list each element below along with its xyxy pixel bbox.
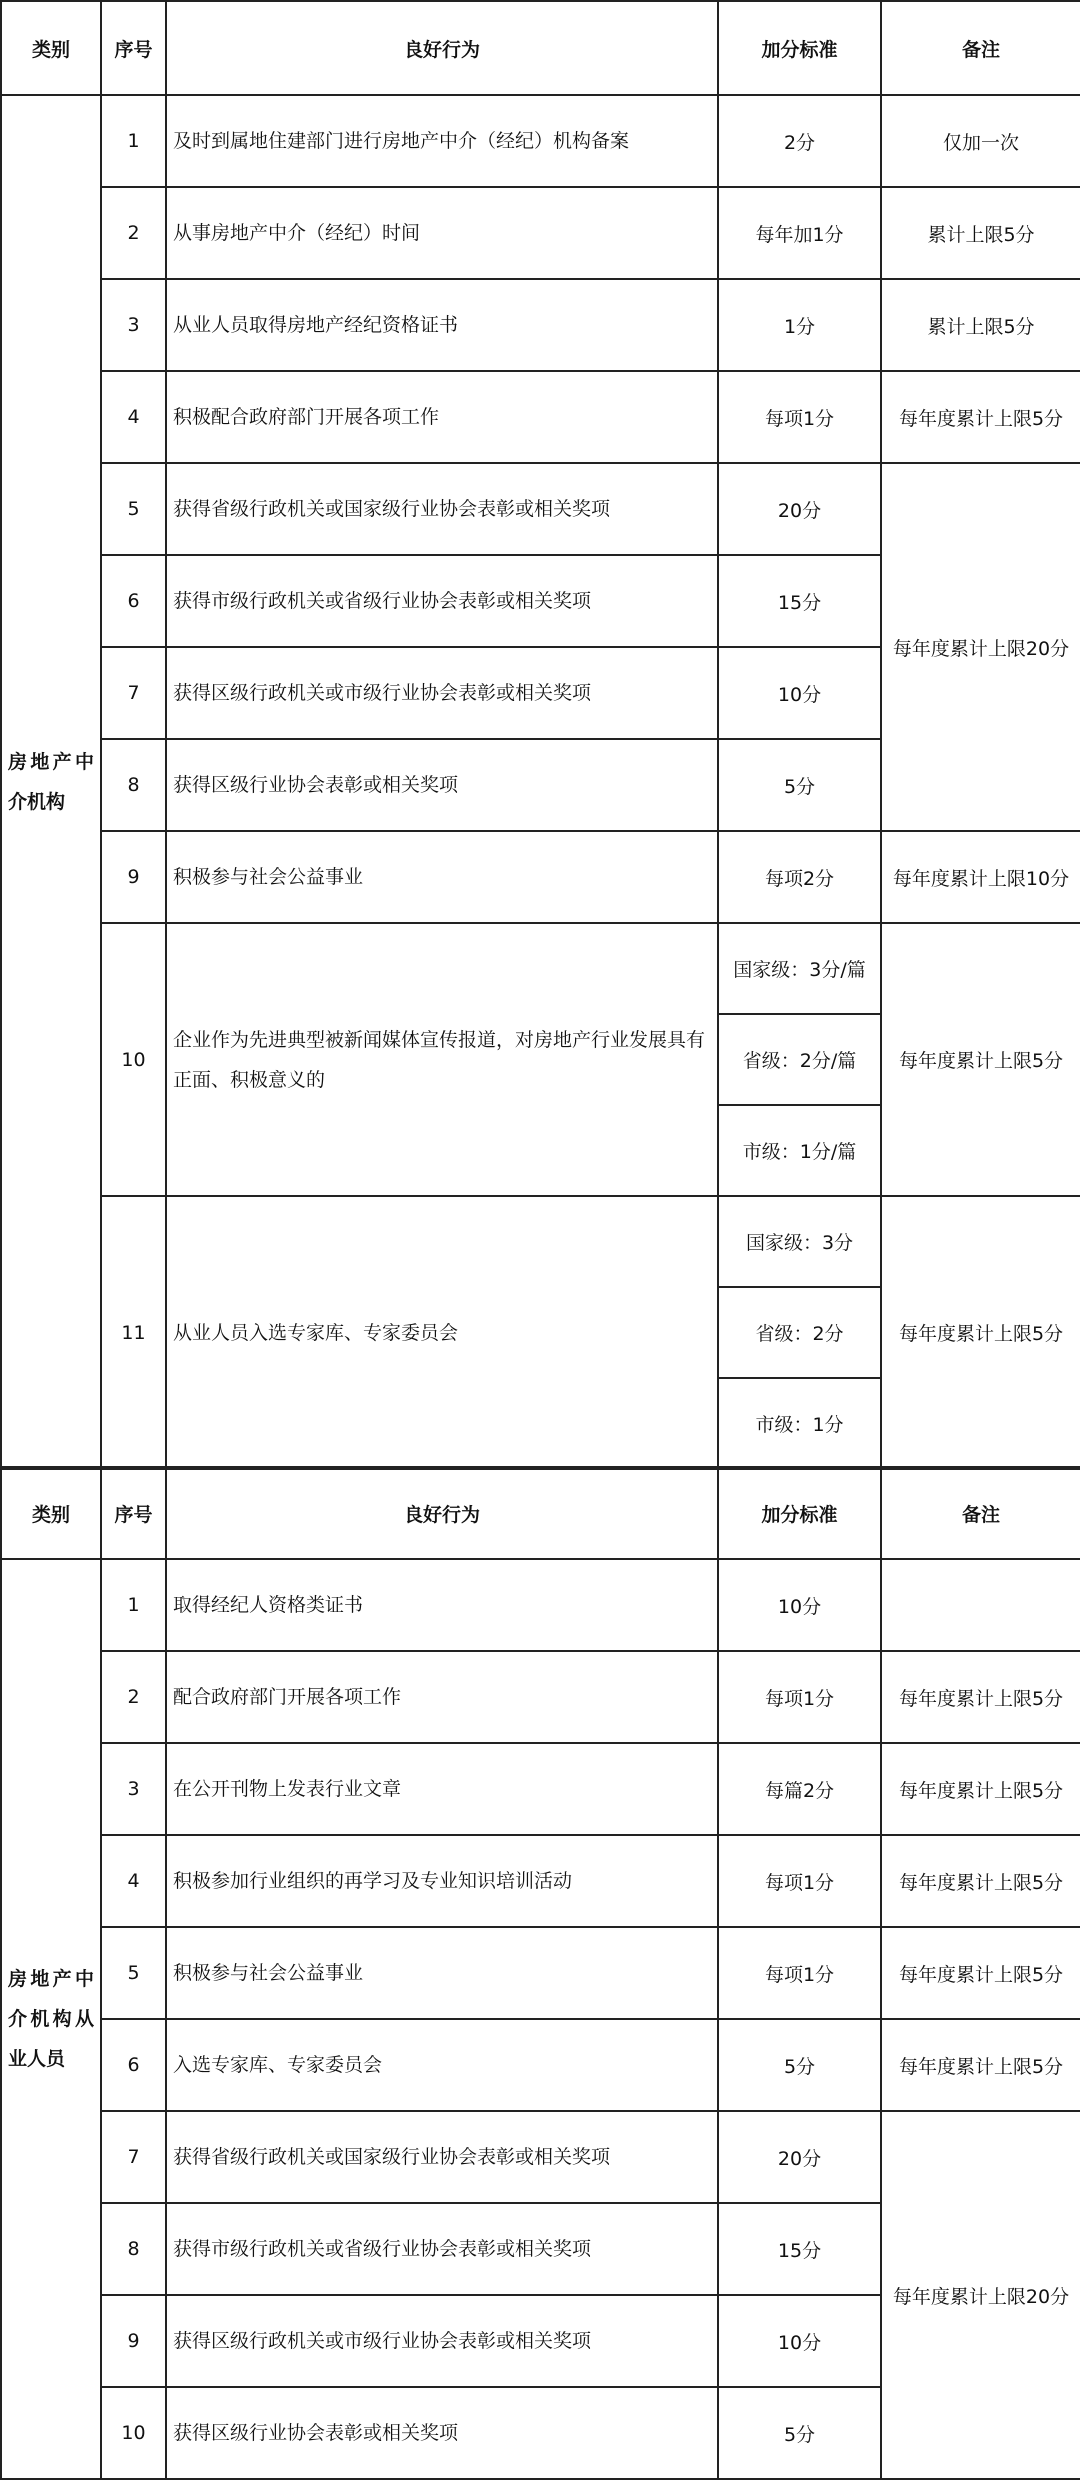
header-note: 备注 (881, 1467, 1080, 1559)
practitioner-table (0, 1466, 1080, 2480)
row-standard-provincial: 省级：2分 (718, 1287, 881, 1378)
row-number: 5 (101, 1927, 166, 2019)
row-note: 仅加一次 (881, 95, 1080, 187)
header-number: 序号 (101, 1, 166, 95)
row-behavior: 获得区级行政机关或市级行业协会表彰或相关奖项 (166, 647, 718, 739)
row-number: 3 (101, 1743, 166, 1835)
merged-note: 每年度累计上限20分 (881, 463, 1080, 831)
table-row (1, 1651, 1080, 1743)
row-behavior: 获得市级行政机关或省级行业协会表彰或相关奖项 (166, 2203, 718, 2295)
row-standard-provincial: 省级：2分/篇 (718, 1014, 881, 1105)
row-number: 8 (101, 739, 166, 831)
header-note: 备注 (881, 1, 1080, 95)
table-row (1, 1743, 1080, 1835)
row-standard: 每篇2分 (718, 1743, 881, 1835)
row-standard: 每项1分 (718, 1835, 881, 1927)
category-cell (1, 1559, 101, 2479)
header-row (1, 1467, 1080, 1559)
row-number: 1 (101, 1559, 166, 1651)
row-behavior: 积极配合政府部门开展各项工作 (166, 371, 718, 463)
header-behavior: 良好行为 (166, 1, 718, 95)
row-standard: 1分 (718, 279, 881, 371)
row-standard: 5分 (718, 2019, 881, 2111)
row-number: 9 (101, 831, 166, 923)
row-note: 每年度累计上限5分 (881, 1927, 1080, 2019)
category-cell (1, 95, 101, 1469)
row-standard: 每项1分 (718, 371, 881, 463)
row-behavior: 取得经纪人资格类证书 (166, 1559, 718, 1651)
row-number: 10 (101, 2387, 166, 2479)
table-row (1, 1927, 1080, 2019)
row-standard: 20分 (718, 2111, 881, 2203)
row-behavior: 从业人员取得房地产经纪资格证书 (166, 279, 718, 371)
row-standard: 10分 (718, 647, 881, 739)
row-behavior: 获得区级行政机关或市级行业协会表彰或相关奖项 (166, 2295, 718, 2387)
row-number: 10 (101, 923, 166, 1196)
row-number: 4 (101, 371, 166, 463)
row-number: 8 (101, 2203, 166, 2295)
row-note: 每年度累计上限5分 (881, 1743, 1080, 1835)
row-note (881, 1559, 1080, 1651)
row-behavior: 获得省级行政机关或国家级行业协会表彰或相关奖项 (166, 463, 718, 555)
row-standard-national: 国家级：3分 (718, 1196, 881, 1287)
table-row (1, 187, 1080, 279)
row-note: 每年度累计上限5分 (881, 923, 1080, 1196)
row-number: 9 (101, 2295, 166, 2387)
table-row (1, 371, 1080, 463)
row-number: 1 (101, 95, 166, 187)
row-behavior: 在公开刊物上发表行业文章 (166, 1743, 718, 1835)
row-standard: 20分 (718, 463, 881, 555)
row-behavior: 及时到属地住建部门进行房地产中介（经纪）机构备案 (166, 95, 718, 187)
merged-note: 每年度累计上限20分 (881, 2111, 1080, 2479)
row-number: 6 (101, 2019, 166, 2111)
row-standard: 5分 (718, 2387, 881, 2479)
row-standard: 每项1分 (718, 1927, 881, 2019)
table-row (1, 831, 1080, 923)
row-behavior: 从业人员入选专家库、专家委员会 (166, 1196, 718, 1469)
category-label: 房地产中介机构从业人员 (8, 1968, 94, 2070)
row-number: 4 (101, 1835, 166, 1927)
row-standard-municipal: 市级：1分/篇 (718, 1105, 881, 1196)
row-behavior: 从事房地产中介（经纪）时间 (166, 187, 718, 279)
table-row (1, 95, 1080, 187)
row-number: 2 (101, 187, 166, 279)
row-number: 7 (101, 647, 166, 739)
row-note: 每年度累计上限10分 (881, 831, 1080, 923)
table-row (1, 1559, 1080, 1651)
row-behavior: 获得区级行业协会表彰或相关奖项 (166, 2387, 718, 2479)
row-standard: 每项2分 (718, 831, 881, 923)
category-label: 房地产中介机构 (8, 751, 94, 813)
row-behavior: 积极参与社会公益事业 (166, 1927, 718, 2019)
row-standard-national: 国家级：3分/篇 (718, 923, 881, 1014)
header-standard: 加分标准 (718, 1467, 881, 1559)
row-note: 每年度累计上限5分 (881, 371, 1080, 463)
table-row (1, 2111, 1080, 2203)
table-row (1, 923, 1080, 1014)
row-behavior: 积极参与社会公益事业 (166, 831, 718, 923)
row-number: 6 (101, 555, 166, 647)
row-note: 每年度累计上限5分 (881, 1835, 1080, 1927)
row-note: 每年度累计上限5分 (881, 2019, 1080, 2111)
row-behavior: 积极参加行业组织的再学习及专业知识培训活动 (166, 1835, 718, 1927)
row-behavior: 入选专家库、专家委员会 (166, 2019, 718, 2111)
table-row (1, 1196, 1080, 1287)
table-row (1, 463, 1080, 555)
row-standard-municipal: 市级：1分 (718, 1378, 881, 1469)
row-standard: 15分 (718, 2203, 881, 2295)
row-standard: 10分 (718, 2295, 881, 2387)
row-standard: 5分 (718, 739, 881, 831)
row-number: 5 (101, 463, 166, 555)
row-behavior: 企业作为先进典型被新闻媒体宣传报道，对房地产行业发展具有正面、积极意义的 (166, 923, 718, 1196)
row-behavior: 配合政府部门开展各项工作 (166, 1651, 718, 1743)
row-number: 2 (101, 1651, 166, 1743)
row-number: 3 (101, 279, 166, 371)
row-note: 每年度累计上限5分 (881, 1651, 1080, 1743)
row-behavior: 获得省级行政机关或国家级行业协会表彰或相关奖项 (166, 2111, 718, 2203)
header-behavior: 良好行为 (166, 1467, 718, 1559)
row-behavior: 获得市级行政机关或省级行业协会表彰或相关奖项 (166, 555, 718, 647)
row-standard: 15分 (718, 555, 881, 647)
header-number: 序号 (101, 1467, 166, 1559)
row-behavior: 获得区级行业协会表彰或相关奖项 (166, 739, 718, 831)
row-standard: 每项1分 (718, 1651, 881, 1743)
table-row (1, 2019, 1080, 2111)
header-standard: 加分标准 (718, 1, 881, 95)
row-standard: 2分 (718, 95, 881, 187)
row-number: 11 (101, 1196, 166, 1469)
row-note: 累计上限5分 (881, 279, 1080, 371)
row-note: 累计上限5分 (881, 187, 1080, 279)
table-row (1, 279, 1080, 371)
row-number: 7 (101, 2111, 166, 2203)
header-category: 类别 (1, 1, 101, 95)
row-standard: 每年加1分 (718, 187, 881, 279)
header-row (1, 1, 1080, 95)
row-standard: 10分 (718, 1559, 881, 1651)
table-row (1, 1835, 1080, 1927)
row-note: 每年度累计上限5分 (881, 1196, 1080, 1469)
header-category: 类别 (1, 1467, 101, 1559)
